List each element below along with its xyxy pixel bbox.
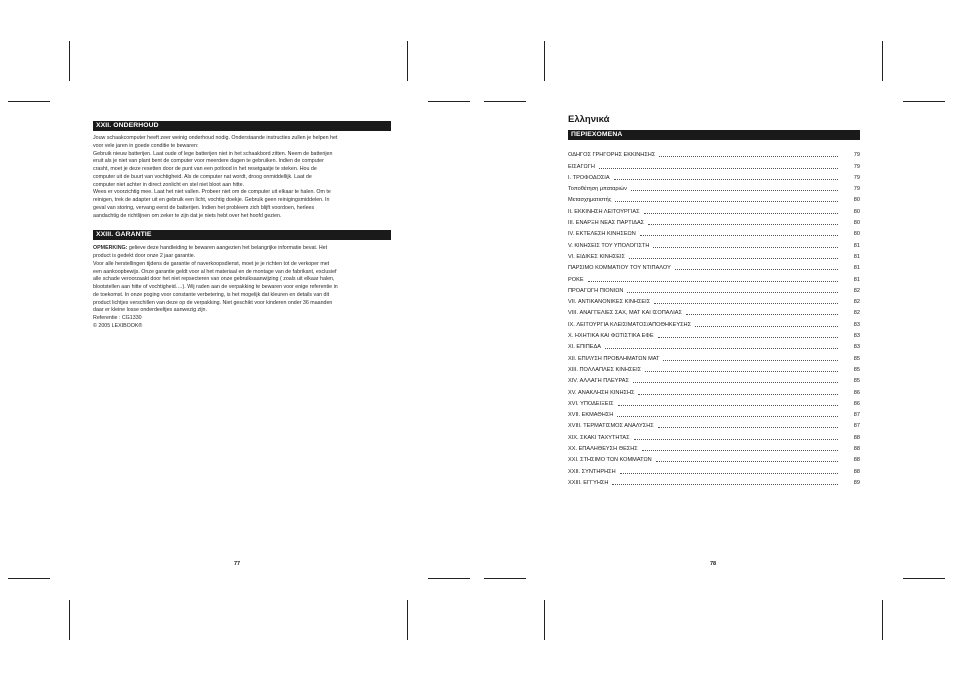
toc-entry-page: 79 (853, 163, 860, 170)
crop-mark (428, 578, 470, 579)
toc-entry-page: 85 (853, 378, 860, 385)
toc-entry-label: ΟΔΗΓΟΣ ΓΡΗΓΟΡΗΣ ΕΚΚΙΝΗΣΗΣ (568, 152, 656, 159)
toc-leader-dots (658, 426, 838, 428)
onderhoud-text: Jouw schaakcomputer heeft zeer weinig onderhoud nodig. Onderstaande instructies zullen je helpen het voor vele jaren in goede conditie te bewaren: Gebruik nieuw batterijen. Laat oude of lege batterijen niet in het schaakbord zitten. Neem de batterijen eruit als je niet van plant bent de computer voor meerdere dagen te gebruiken. Indien de computer crasht, moet je deze resetten door de punt van een potlood in het resetgaatje te steken. Hou de computer uit de buurt van vochtigheid. Als de computer nat wordt, droog onmiddellijk. Laat de computer niet achter in direct zonlicht en stel niet bloot aan hitte. Wees er voorzichtig mee. Laat het niet vallen. Probeer niet om de computer uit elkaar te halen. Om te reinigen, trek de adapter uit en gebruik een licht, vochtig doekje. Gebruik geen reinigingsmiddelen. In geval van storing, vervang eerst de batterijen. Indien het probleem zich blijft voordoen, herlees aandachtig de richtlijnen om zeker te zijn dat je niets hebt over het hoofd gezien. (93, 135, 338, 219)
toc-leader-dots (617, 415, 838, 417)
toc-leader-dots (612, 483, 838, 485)
toc-entry (568, 430, 860, 441)
toc-entry-label: XVI. ΥΠΟΔΕΙΞΕΙΣ (568, 400, 614, 407)
toc-entry-page: 80 (853, 231, 860, 238)
garantie-text: Voor alle herstellingen tijdens de garantie of naverkoopsdienst, moet je je richten tot de verkoper met een aankoopbewijs. Onze garantie geldt voor al het materiaal en de montage van de fabrikant, exclusief alle schade veroorzaakt door het niet repsecteren van onze gebruiksaanwijzing ( zoals uit elkaar halen, blootstellen aan hitte of vochtigheid….). Wij raden aan de verpakking te bewaren voor enige referentie in de toekomst. In onze poging voor constante verbetering, is het mogelijk dat kleuren en details van dit product lichtjes verschillen van deze op de verpakking. Niet geschikt voor kinderen onder 36 maanden daar er kleine losse onderdeeltjes aanwezig zijn. Referentie : CG1330 © 2005 LEXIBOOK® (93, 260, 338, 329)
toc-entry-label: II. ΕΚΚΙΝΗΣΗ ΛΕΙΤΟΥΡΓΙΑΣ (568, 208, 640, 215)
toc-leader-dots (644, 212, 838, 214)
toc-entry-page: 80 (853, 220, 860, 227)
toc-entry-page: 83 (853, 321, 860, 328)
toc-entry (568, 317, 860, 328)
toc-leader-dots (638, 393, 838, 395)
toc-leader-dots (663, 359, 838, 361)
toc-entry-page: 82 (853, 310, 860, 317)
crop-mark (544, 41, 545, 81)
toc-leader-dots (599, 167, 838, 169)
toc-entry-label: XIX. ΣΚΑΚΙ ΤΑΧΥΤΗΤΑΣ (568, 434, 630, 441)
toc-entry-page: 81 (853, 276, 860, 283)
toc-entry (568, 374, 860, 385)
toc-entry-label: IX. ΛΕΙΤΟΥΡΓΙΑ ΚΛΕΙΣΙΜΑΤΟΣ/ΑΠΟΘΗΚΕΥΣΗΣ (568, 321, 692, 328)
toc-entry-page: 79 (853, 152, 860, 159)
toc-entry-label: Τοποθέτηση μπαταριών (568, 186, 627, 193)
toc-leader-dots (633, 381, 838, 383)
toc-entry-label: ΕΙΣΑΓΩΓΗ (568, 163, 595, 170)
crop-mark (903, 578, 945, 579)
toc-leader-dots (634, 438, 838, 440)
toc-entry (568, 204, 860, 215)
toc-entry-label: XIII. ΠΟΛΛΑΠΛΕΣ ΚΙΝΗΣΕΙΣ (568, 366, 642, 373)
crop-mark (882, 41, 883, 81)
toc-entry (568, 476, 860, 487)
toc-leader-dots (675, 268, 838, 270)
toc-entry-label: I. ΤΡΟΦΟΔΟΣΙΑ (568, 174, 610, 181)
toc-entry (568, 238, 860, 249)
toc-entry (568, 306, 860, 317)
toc-leader-dots (640, 234, 838, 236)
page-number-left: 77 (234, 561, 241, 567)
note-text: gelieve deze handleiding te bewaren aangezien het belangrijke informatie bevat. Het product is gedekt door onze 2 jaar garantie. (93, 245, 328, 259)
toc-entry (568, 284, 860, 295)
toc-entry (568, 193, 860, 204)
toc-entry (568, 272, 860, 283)
toc-entry-page: 81 (853, 242, 860, 249)
toc-entry-label: Μετασχηματιστής (568, 197, 612, 204)
toc-entry-label: XXIII. ΕΓΓΥΗΣΗ (568, 479, 609, 486)
toc-entry-label: XII. ΕΠΙΛΥΣΗ ΠΡΟΒΛΗΜΑΤΩΝ ΜΑΤ (568, 355, 660, 362)
toc-entry (568, 351, 860, 362)
toc-leader-dots (658, 336, 838, 338)
toc-entry (568, 419, 860, 430)
table-of-contents (568, 148, 860, 487)
toc-leader-dots (615, 200, 838, 202)
toc-leader-dots (631, 189, 838, 191)
toc-leader-dots (588, 280, 838, 282)
toc-entry-label: XV. ΑΝΑΚΛΗΣΗ ΚΙΝΗΣΗΣ (568, 389, 635, 396)
page-number-right: 78 (710, 561, 717, 567)
toc-entry-page: 88 (853, 468, 860, 475)
toc-entry-label: V. ΚΙΝΗΣΕΙΣ ΤΟΥ ΥΠΟΛΟΓΙΣΤΗ (568, 242, 650, 249)
toc-entry (568, 397, 860, 408)
toc-entry-label: VI. ΕΙΔΙΚΕΣ ΚΙΝΗΣΕΙΣ (568, 253, 626, 260)
toc-entry-page: 83 (853, 333, 860, 340)
crop-mark (407, 41, 408, 81)
crop-mark (407, 600, 408, 640)
toc-entry (568, 295, 860, 306)
toc-leader-dots (620, 472, 838, 474)
crop-mark (903, 101, 945, 102)
right-page (568, 113, 860, 487)
toc-entry-page: 89 (853, 479, 860, 486)
toc-entry (568, 250, 860, 261)
toc-entry (568, 408, 860, 419)
toc-leader-dots (645, 370, 838, 372)
toc-entry-label: XI. ΕΠΙΠΕΔΑ (568, 344, 601, 351)
toc-entry-page: 88 (853, 434, 860, 441)
toc-entry-page: 88 (853, 446, 860, 453)
toc-entry-page: 82 (853, 299, 860, 306)
toc-leader-dots (654, 302, 838, 304)
toc-entry (568, 216, 860, 227)
toc-entry (568, 385, 860, 396)
section-heading-garantie: XXIII. GARANTIE (93, 230, 391, 240)
toc-entry-label: X. ΗΧΗΤΙΚΑ ΚΑΙ ΦΩΤΙΣΤΙΚΑ ΕΦΕ (568, 333, 654, 340)
note-label: OPMERKING: (93, 245, 128, 252)
crop-mark (69, 600, 70, 640)
toc-entry (568, 329, 860, 340)
toc-entry-page: 86 (853, 389, 860, 396)
crop-mark (484, 101, 526, 102)
toc-entry-label: XVII. ΕΚΜΑΘΗΣΗ (568, 412, 614, 419)
toc-entry-page: 79 (853, 186, 860, 193)
toc-entry-label: VII. ΑΝΤΙΚΑΝΟΝΙΚΕΣ ΚΙΝΗΣΕΙΣ (568, 299, 651, 306)
section-heading-onderhoud: XXII. ONDERHOUD (93, 121, 391, 131)
toc-entry-page: 85 (853, 366, 860, 373)
toc-entry-label: VIII. ΑΝΑΓΓΕΛΙΕΣ ΣΑΧ, ΜΑΤ ΚΑΙ ΙΣΟΠΑΛΙΑΣ (568, 310, 682, 317)
toc-entry-page: 87 (853, 412, 860, 419)
garantie-note (93, 245, 391, 261)
toc-entry-label: XIV. ΑΛΛΑΓΗ ΠΛΕΥΡΑΣ (568, 378, 629, 385)
toc-entry (568, 442, 860, 453)
toc-entry-page: 83 (853, 344, 860, 351)
toc-entry-page: 79 (853, 174, 860, 181)
toc-entry-label: ΠΡΟΑΓΩΓΗ ΠΙΟΝΙΩΝ (568, 287, 624, 294)
language-title: Ελληνικά (568, 114, 610, 125)
toc-entry-label: IV. ΕΚΤΕΛΕΣΗ ΚΙΝΗΣΕΩΝ (568, 231, 636, 238)
toc-leader-dots (642, 449, 838, 451)
crop-mark (484, 578, 526, 579)
toc-entry-label: XX. ΕΠΑΛΗΘΕΥΣΗ ΘΕΣΗΣ (568, 446, 638, 453)
toc-entry-page: 80 (853, 197, 860, 204)
toc-leader-dots (614, 178, 838, 180)
toc-entry-label: ΠΑΡΣΙΜΟ ΚΟΜΜΑΤΙΟΥ ΤΟΥ ΝΤΙΠΑΛΟΥ (568, 265, 671, 272)
toc-entry-label: ΡΟΚΕ (568, 276, 584, 283)
toc-entry (568, 340, 860, 351)
crop-mark (882, 600, 883, 640)
toc-entry-label: XXI. ΣΤΗΣΙΜΟ ΤΩΝ ΚΟΜΜΑΤΩΝ (568, 457, 652, 464)
toc-leader-dots (653, 246, 838, 248)
toc-leader-dots (686, 313, 838, 315)
toc-entry-page: 85 (853, 355, 860, 362)
toc-entry-label: XXII. ΣΥΝΤΗΡΗΣΗ (568, 468, 616, 475)
toc-leader-dots (695, 325, 838, 327)
toc-entry-page: 82 (853, 287, 860, 294)
toc-entry (568, 171, 860, 182)
crop-mark (69, 41, 70, 81)
toc-entry-page: 86 (853, 400, 860, 407)
toc-entry-page: 87 (853, 423, 860, 430)
toc-entry (568, 464, 860, 475)
toc-leader-dots (627, 291, 838, 293)
crop-mark (8, 101, 50, 102)
toc-leader-dots (659, 155, 838, 157)
toc-entry (568, 363, 860, 374)
toc-entry (568, 261, 860, 272)
toc-entry (568, 148, 860, 159)
toc-leader-dots (648, 223, 838, 225)
toc-leader-dots (605, 347, 838, 349)
left-page (93, 121, 391, 331)
toc-leader-dots (656, 460, 838, 462)
toc-heading: ΠΕΡΙΕΧΟΜΕΝΑ (568, 130, 860, 140)
crop-mark (8, 578, 50, 579)
toc-entry-label: XVIII. ΤΕΡΜΑΤΙΣΜΟΣ ΑΝΑΛΥΣΗΣ (568, 423, 654, 430)
toc-entry (568, 453, 860, 464)
toc-entry (568, 159, 860, 170)
toc-leader-dots (618, 404, 838, 406)
toc-leader-dots (629, 257, 838, 259)
crop-mark (428, 101, 470, 102)
toc-entry-page: 81 (853, 253, 860, 260)
crop-mark (544, 600, 545, 640)
toc-entry-label: III. ΕΝΑΡΞΗ ΝΕΑΣ ΠΑΡΤΙΔΑΣ (568, 220, 645, 227)
toc-entry (568, 182, 860, 193)
toc-entry-page: 80 (853, 208, 860, 215)
toc-entry-page: 81 (853, 265, 860, 272)
toc-entry-page: 88 (853, 457, 860, 464)
toc-entry (568, 227, 860, 238)
